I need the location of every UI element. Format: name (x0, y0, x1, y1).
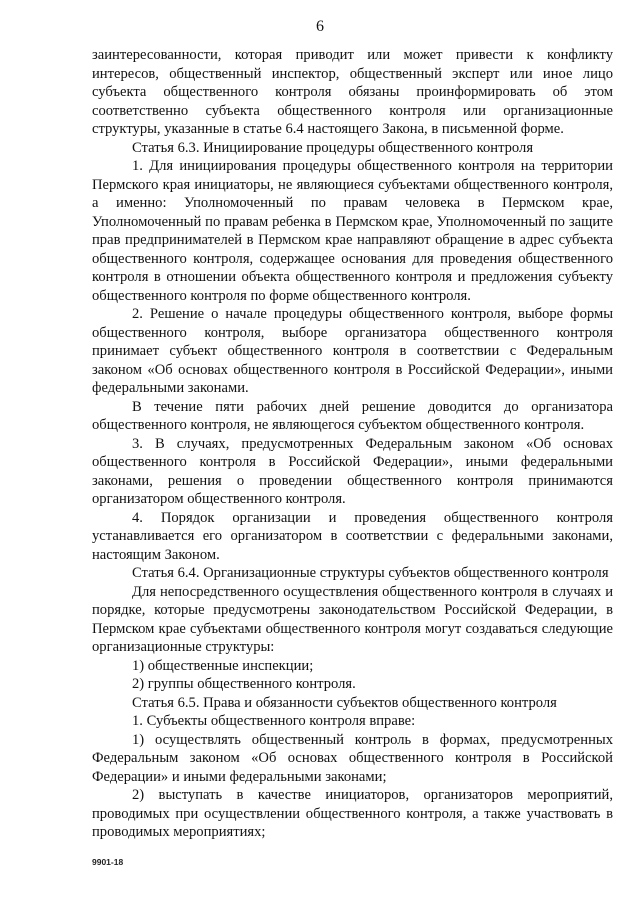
list-item: 1) осуществлять общественный контроль в формах, предусмотренных Федеральным законом «Об основах общественного контроля в Российской Федерации» и иными федеральными законами; (92, 731, 613, 785)
paragraph: 2. Решение о начале процедуры общественного контроля, выборе формы общественного контроля, выборе организатора общественного контроля принимает субъект общественного контроля в соответствии с Федеральным законом «Об основах общественного контроля в Российской Федерации», иными федеральными законами. (92, 306, 613, 396)
paragraph-continuation: заинтересованности, которая приводит или может привести к конфликту интересов, общественный инспектор, общественный эксперт или иное лицо субъекта общественного контроля обязаны проинформировать об этом соответственно субъекта общественного контроля или организационные структуры, указанные в статье 6.4 настоящего Закона, в письменной форме. (92, 47, 613, 137)
footer-document-code: 9901-18 (92, 857, 124, 867)
paragraph: В течение пяти рабочих дней решение доводится до организатора общественного контроля, не являющегося субъектом общественного контроля. (92, 398, 613, 433)
paragraph: Для непосредственного осуществления общественного контроля в случаях и порядке, которые предусмотрены законодательством Российской Федерации, в Пермском крае субъектами общественного контроля могут создаваться следующие организационные структуры: (92, 583, 613, 655)
paragraph: 4. Порядок организации и проведения общественного контроля устанавливается его организатором в соответствии с федеральными законами, настоящим Законом. (92, 509, 613, 563)
article-6-5-title: Статья 6.5. Права и обязанности субъектов общественного контроля (132, 694, 557, 711)
list-item: 2) выступать в качестве инициаторов, организаторов мероприятий, проводимых при осуществлении общественного контроля, а также участвовать в проводимых мероприятиях; (92, 787, 613, 840)
list-item: 2) группы общественного контроля. (132, 676, 356, 692)
paragraph: 1. Субъекты общественного контроля вправе: (132, 713, 416, 729)
list-item: 1) общественные инспекции; (132, 657, 314, 674)
document-body (92, 46, 613, 842)
article-6-3-title: Статья 6.3. Инициирование процедуры общественного контроля (132, 139, 534, 156)
page-number: 6 (316, 18, 324, 35)
article-6-4-title: Статья 6.4. Организационные структуры субъектов общественного контроля (132, 565, 609, 581)
paragraph: 1. Для инициирования процедуры общественного контроля на территории Пермского края инициаторы, не являющиеся субъектами общественного контроля, а именно: Уполномоченный по правам человека в Пермском крае, Уполномоченный по правам ребенка в Пермском крае, Уполномоченный по защите прав предпринимателей в Пермском крае направляют обращение в адрес субъекта общественного контроля, содержащее основания для проведения общественного контроля в отношении объекта общественного контроля и предложения субъекту общественного контроля по форме общественного контроля. (92, 158, 613, 304)
paragraph: 3. В случаях, предусмотренных Федеральным законом «Об основах общественного контроля в Российской Федерации», иными федеральными законами, решения о проведении общественного контроля принимаются организатором общественного контроля. (92, 435, 613, 507)
